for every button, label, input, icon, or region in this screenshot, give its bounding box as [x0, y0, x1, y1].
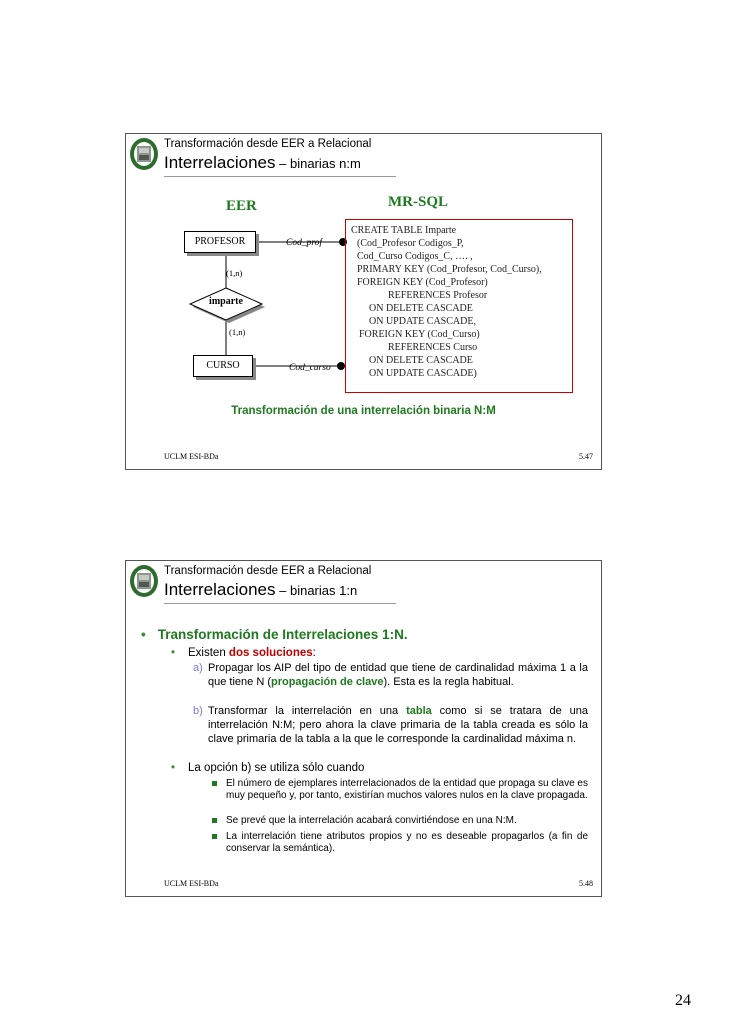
title-main: Interrelaciones — [164, 153, 276, 172]
slide-5-47 — [125, 133, 602, 470]
highlight-propagacion: propagación de clave — [270, 676, 384, 688]
bullet-level1 — [141, 627, 408, 642]
sql-line: ON UPDATE CASCADE, — [369, 316, 476, 327]
mr-sql-heading: MR-SQL — [388, 194, 448, 210]
sql-line: FOREIGN KEY (Cod_Curso) — [359, 329, 480, 340]
bullet-dot-icon: • — [141, 627, 146, 642]
sub-bullet-3 — [226, 831, 588, 855]
sql-line: REFERENCES Curso — [388, 342, 478, 353]
text: : — [312, 647, 316, 659]
attribute-cod-curso: Cod_curso — [289, 363, 331, 373]
sql-line: (Cod_Profesor Codigos_P, — [357, 238, 464, 249]
relationship-imparte: imparte — [209, 296, 243, 307]
square-bullet-icon — [212, 781, 217, 786]
text: El número de ejemplares interrelacionados de la entidad que propaga su clave es muy pequeño y, por tanto, existirían muchos valores nulos en la clave propagada. — [226, 778, 588, 801]
title-suffix: – binarias 1:n — [275, 583, 358, 598]
sql-line: CREATE TABLE Imparte — [351, 225, 457, 236]
cardinality-top: (1,n) — [226, 268, 243, 278]
text: Existen — [188, 647, 229, 659]
figure-caption: Transformación de una interrelación binaria N:M — [231, 405, 496, 417]
bullet-dot-icon: • — [171, 647, 176, 659]
sql-line: Cod_Curso Codigos_C, …. , — [357, 251, 473, 262]
slide-5-48 — [125, 560, 602, 897]
slide-title — [164, 580, 357, 600]
bullet-option-b — [171, 762, 365, 774]
text: Transformar la interrelación en una — [208, 705, 407, 717]
attribute-cod-prof: Cod_prof — [286, 238, 323, 248]
entity-profesor: PROFESOR — [184, 231, 256, 253]
title-suffix: – binarias n:m — [275, 156, 361, 171]
text: Se prevé que la interrelación acabará convirtiéndose en una N:M. — [226, 815, 517, 826]
option-label: b) — [193, 705, 203, 717]
page-number: 24 — [675, 992, 691, 1009]
text: Propagar los AIP del tipo de entidad que tiene de cardinalidad máxima 1 a la que tiene N ( — [208, 662, 588, 688]
text: como si se tratara de una interrelación N:M; pero ahora la clave primaria de la tabla creada es sólo la clave primaria de la tabla a la que le corresponde la cardinalidad máxima n. — [208, 705, 588, 745]
highlight-dos-soluciones: dos soluciones — [228, 647, 313, 659]
text: La opción b) se utiliza sólo cuando — [188, 762, 365, 774]
eer-heading: EER — [226, 198, 257, 214]
option-label: a) — [193, 662, 203, 674]
title-underline — [164, 603, 396, 604]
slide-number: 5.47 — [579, 452, 593, 461]
slide-subtitle: Transformación desde EER a Relacional — [164, 565, 372, 577]
slide-subtitle: Transformación desde EER a Relacional — [164, 138, 372, 150]
footer-left: UCLM ESI-BDa — [164, 452, 219, 461]
text: La interrelación tiene atributos propios y no es deseable propagarlos (a fin de conservar la semántica). — [226, 831, 588, 854]
sql-line: ON DELETE CASCADE — [369, 355, 473, 366]
sql-line: REFERENCES Profesor — [388, 290, 488, 301]
option-b — [193, 704, 588, 746]
sql-line: ON UPDATE CASCADE) — [369, 368, 477, 379]
bullet-text: Transformación de Interrelaciones 1:N. — [157, 627, 408, 642]
entity-curso: CURSO — [193, 355, 253, 377]
slide-number: 5.48 — [579, 879, 593, 888]
cardinality-bottom: (1,n) — [229, 327, 246, 337]
text: ). Esta es la regla habitual. — [383, 676, 514, 688]
sub-bullet-1 — [226, 778, 588, 802]
highlight-tabla: tabla — [406, 705, 432, 717]
sql-line: FOREIGN KEY (Cod_Profesor) — [357, 277, 488, 288]
square-bullet-icon — [212, 818, 217, 823]
bullet-dot-icon: • — [171, 762, 176, 774]
option-a — [193, 661, 588, 689]
university-crest-icon — [129, 564, 159, 598]
sub-bullet-2 — [226, 815, 588, 827]
bullet-existen — [171, 647, 316, 659]
square-bullet-icon — [212, 834, 217, 839]
sql-line: PRIMARY KEY (Cod_Profesor, Cod_Curso), — [357, 264, 542, 275]
sql-line: ON DELETE CASCADE — [369, 303, 473, 314]
footer-left: UCLM ESI-BDa — [164, 879, 219, 888]
title-main: Interrelaciones — [164, 580, 276, 599]
